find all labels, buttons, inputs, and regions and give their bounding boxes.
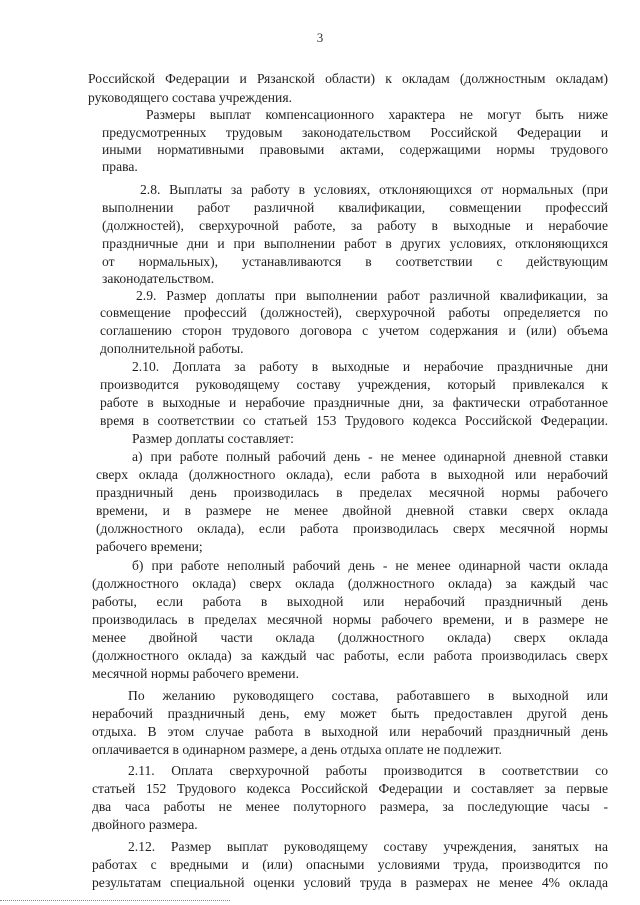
text-line: 2.11. Оплата сверхурочной работы производится в соответствии со [128,763,608,778]
text-line: двойного размера. [92,817,198,832]
text-line: нерабочий праздничный день, ему может быть предоставлен другой день [92,706,608,721]
text-line: времени, и в размере не менее двойной дневной ставки сверх оклада [96,503,608,518]
text-line: иными нормативными правовыми актами, содержащими нормы трудового [102,142,608,157]
text-line: работы, если работа в выходной или нерабочий праздничный день [92,594,608,609]
text-line: (должностного оклада) сверх оклада (должностного оклада) за каждый час [92,576,608,591]
text-line: Размер доплаты составляет: [132,431,294,446]
text-line: (должностей), сверхурочной работе, за работу в выходные и нерабочие [102,218,608,233]
text-line: праздничные дни и при выполнении работ в других условиях, отклоняющихся [102,236,608,251]
text-line: права. [102,159,138,174]
text-line: сверх оклада (должностного оклада), если работа в выходной или нерабочий [96,467,608,482]
text-line: статьей 152 Трудового кодекса Российской Федерации и составляет за первые [92,781,608,796]
text-line: Российской Федерации и Рязанской области) к окладам (должностным окладам) [88,71,608,86]
text-line: менее двойной части оклада (должностного оклада) сверх оклада [92,630,608,645]
text-line: результатам специальной оценки условий труда в размерах не менее 4% оклада [92,875,608,890]
text-line: рабочего времени; [96,539,203,554]
text-line: совмещение профессий (должностей), сверхурочной работы определяется по [100,305,608,320]
text-line: б) при работе неполный рабочий день - не менее одинарной части оклада [132,558,608,573]
text-line: месячной нормы рабочего времени. [92,666,299,681]
text-line: (должностного оклада) за каждый час работы, если работа производилась сверх [92,648,608,663]
text-line: дополнительной работы. [100,341,244,356]
text-line: время в соответствии со статьей 153 Трудового кодекса Российской Федерации. [100,413,608,428]
text-line: предусмотренных трудовым законодательством Российской Федерации и [102,125,608,140]
text-line: а) при работе полный рабочий день - не менее одинарной дневной ставки [132,449,608,464]
page-number: 3 [316,30,324,45]
text-line: 2.9. Размер доплаты при выполнении работ различной квалификации, за [136,288,608,303]
text-line: выполнении работ различной квалификации, совмещении профессий [102,200,608,215]
text-line: Размеры выплат компенсационного характера не могут быть ниже [146,107,608,122]
text-line: законодательством. [102,271,215,286]
text-line: По желанию руководящего состава, работавшего в выходной или [128,688,608,703]
text-line: производится руководящему составу учреждения, который привлекался к [100,377,608,392]
text-line: работах с вредными и (или) опасными условиями труда, производится по [92,857,608,872]
text-line: оплачивается в одинарном размере, а день отдыха оплате не подлежит. [92,742,502,757]
text-line: производилась в пределах месячной нормы рабочего времени, и в размере не [92,612,608,627]
text-line: два часа работы не менее полуторного размера, за последующие часы - [92,799,608,814]
text-line: 2.8. Выплаты за работу в условиях, отклоняющихся от нормальных (при [140,182,608,197]
text-line: праздничный день производилась в пределах месячной нормы рабочего [96,485,608,500]
text-line: от нормальных), устанавливаются в соответствии с действующим [102,254,608,269]
text-line: руководящего состава учреждения. [88,90,292,105]
text-line: 2.10. Доплата за работу в выходные и нерабочие праздничные дни [132,359,608,374]
text-line: соглашению сторон трудового договора с учетом содержания и (или) объема [100,323,608,338]
text-line: (должностного оклада), если работа производилась сверх месячной нормы [96,521,608,536]
text-line: работе в выходные и нерабочие праздничные дни, за фактически отработанное [100,395,608,410]
scan-edge-line [0,900,230,901]
text-line: 2.12. Размер выплат руководящему составу учреждения, занятых на [128,839,608,854]
text-line: отдыха. В этом случае работа в выходной или нерабочий праздничный день [92,724,608,739]
